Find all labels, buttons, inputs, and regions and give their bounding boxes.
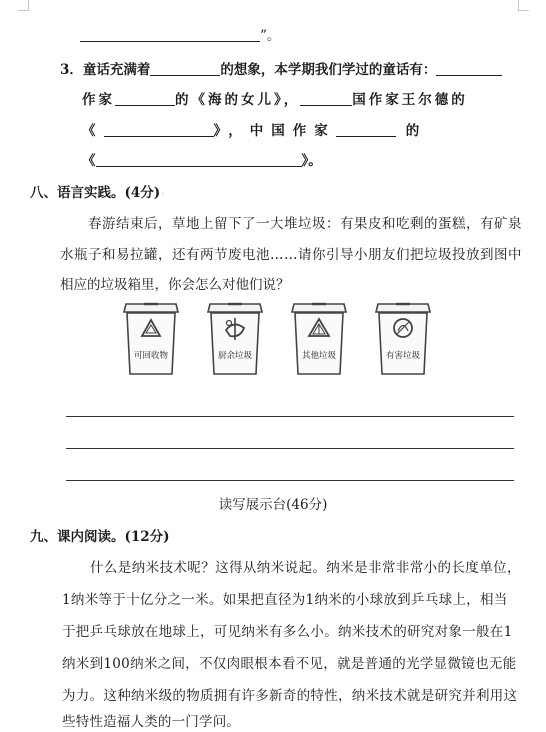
bin-label: 有害垃圾 — [385, 351, 420, 361]
answer-blank — [115, 91, 175, 106]
q3-text: 国作家王尔德的 — [352, 92, 468, 108]
bin-food-waste — [204, 300, 266, 378]
section-8-para-line-3: 相应的垃圾箱里，你会怎么对他们说？ — [60, 277, 290, 293]
q3-text: 《 — [82, 123, 104, 139]
answer-blank — [80, 27, 260, 42]
garbage-bin-icon — [204, 300, 266, 378]
section-9-para-line-6: 些特性造福人类的一门学问。 — [62, 714, 241, 730]
answer-blank — [336, 122, 396, 137]
q3-number: 3． — [60, 62, 83, 78]
q3-text: 作家 — [82, 92, 115, 108]
bin-label: 其他垃圾 — [301, 351, 336, 361]
q3-text: 童话充满着 — [82, 62, 151, 78]
crop-mark-top-left — [18, 0, 29, 11]
answer-line — [66, 416, 514, 417]
bin-label: 可回收物 — [133, 351, 168, 361]
section-9-para-line-3: 于把乒乓球放在地球上，可见纳米有多么小。纳米技术的研究对象一般在1 — [62, 624, 513, 640]
section-8-title — [30, 183, 165, 205]
section-heading: 读写展示台(46分) — [218, 497, 328, 513]
answer-blank — [104, 122, 214, 137]
q3-text: 的《海的女儿》， — [175, 92, 301, 108]
q3-text: 》。 — [301, 153, 322, 169]
q3-line-1 — [60, 60, 502, 80]
section-9-para-line-2: 1纳米等于十亿分之一米。如果把直径为1纳米的小球放到乒乓球上，相当 — [62, 592, 508, 608]
q3-text: 的 — [405, 123, 428, 139]
section-9-para-line-4: 纳米到100纳米之间，不仅肉眼根本看不见，就是普通的光学显微镜也无能 — [62, 656, 517, 672]
answer-blank — [96, 152, 302, 167]
q3-line-3 — [82, 121, 427, 141]
bin-recyclable — [120, 300, 182, 378]
quote-end: ”。 — [260, 28, 281, 44]
crop-mark-top-right — [518, 0, 529, 11]
section-9-title: 九、课内阅读。(12分) — [30, 529, 170, 545]
q3-text: 的想象，本学期我们学过的童话有： — [220, 62, 437, 78]
section-9-para-line-5: 为力。这种纳米级的物质拥有许多新奇的特性，纳米技术就是研究并利用这 — [62, 688, 518, 704]
q3-text: 《 — [82, 153, 96, 169]
answer-blank — [300, 91, 352, 106]
q3-line-2 — [82, 90, 468, 110]
bin-other-waste — [288, 300, 350, 378]
garbage-bins-image — [120, 300, 440, 380]
previous-answer-line — [80, 26, 280, 46]
section-8-title-text: 八、语言实践。(4分) — [30, 185, 161, 201]
garbage-bin-icon — [288, 300, 350, 378]
format-mark: ◦ — [160, 190, 166, 200]
answer-line — [66, 480, 514, 481]
section-8-para-line-1: 春游结束后，草地上留下了一大堆垃圾：有果皮和吃剩的蛋糕，有矿泉 — [88, 216, 522, 232]
section-9-para-line-1: 什么是纳米技术呢？这得从纳米说起。纳米是非常非常小的长度单位， — [90, 560, 521, 576]
garbage-bin-icon — [372, 300, 434, 378]
answer-line — [66, 448, 514, 449]
q3-line-4 — [82, 151, 322, 171]
q3-text: 》，中国作家 — [213, 123, 336, 139]
answer-blank — [150, 61, 220, 76]
bin-hazardous — [372, 300, 434, 378]
answer-blank — [436, 61, 502, 76]
section-8-para-line-2: 水瓶子和易拉罐，还有两节废电池……请你引导小朋友们把垃圾投放到图中 — [60, 247, 522, 263]
garbage-bin-icon — [120, 300, 182, 378]
bin-label: 厨余垃圾 — [217, 351, 252, 361]
